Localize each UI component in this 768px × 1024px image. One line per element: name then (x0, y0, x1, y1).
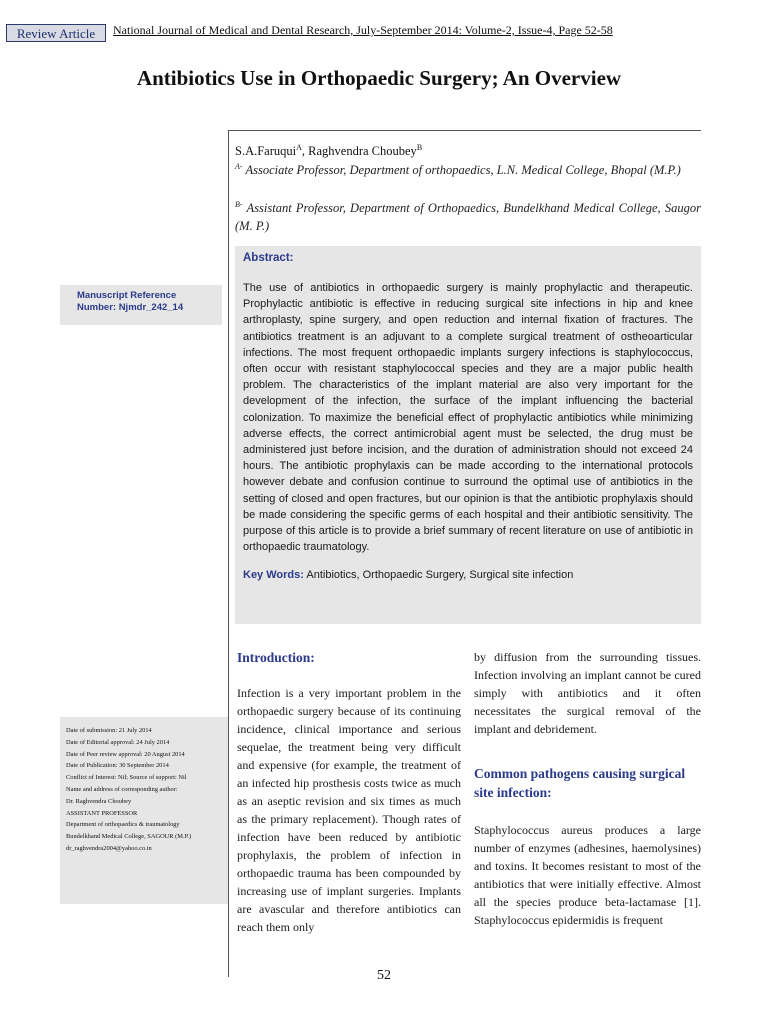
author-name: S.A.Faruqui (235, 144, 297, 159)
article-type-badge: Review Article (6, 24, 106, 42)
abstract-text: The use of antibiotics in orthopaedic surgery is mainly prophylactic and therapeutic. Prophylactic antibiotic is effective in reducing surgical site infections in hip and knee arthroplasty, spine surgery, and open reduction and internal fixation of fractures. The antibiotics treatment is an adjuvant to a complete surgical treatment of ostheoarticular infections. The most frequent orthopaedic implants surgery infections is staphylococcus, often occur with resistant staphylococcal species and they are a major public health problem. The characteristics of the implant material are also very important for the development of the infection, the surface of the implant influencing the bacterial colonization. To maximize the beneficial effect of prophylactic antibiotics while minimizing adverse effects, the correct antimicrobial agent must be selected, the drug must be administered just before incision, and the duration of administration should not exceed 24 hours. The antibiotic prophylaxis can be made according to the international protocols however debate and confusion continue to surround the optimal use of antibiotics in the setting of closed and open fractures, but our opinion is that the antibiotic prophylaxis should be made considering the specific germs of each hospital and their antibiotic sensitivity. The purpose of this article is to provide a brief summary of recent literature on use of antibiotic in orthopaedic traumatology. (243, 282, 693, 554)
column-divider-horizontal (228, 130, 701, 131)
info-line: Date of Peer review approval: 20 August 2014 (66, 750, 185, 758)
keywords (243, 569, 693, 581)
info-line: Conflict of Interest: Nil; Source of support: Nil (66, 774, 187, 782)
affiliation-text: Assistant Professor, Department of Orthopaedics, Bundelkhand Medical College, Saugor (M. P.) (235, 201, 701, 234)
paper-title: Antibiotics Use in Orthopaedic Surgery; An Overview (136, 66, 622, 90)
author-name: Raghvendra Choubey (308, 144, 417, 159)
info-line: Dr. Raghvendra Choubey (66, 797, 132, 805)
info-line: Bundelkhand Medical College, SAGOUR (M.P.) (66, 833, 192, 841)
page-number: 52 (377, 968, 391, 983)
author-list (235, 143, 422, 159)
section-body: Staphylococcus aureus produces a large number of enzymes (adhesines, haemolysines) and toxins. It becomes resistant to most of the antibiotics that were initially effective. Almost all the species produce beta-lactamase [1]. Staphylococcus epidermidis is frequent (474, 823, 701, 927)
right-column (474, 648, 701, 929)
section-heading: Introduction: (237, 650, 315, 665)
info-line: Department of orthopaedics & traumatology (66, 821, 180, 829)
author-separator: , (301, 144, 309, 159)
affiliation-text: Associate Professor, Department of orthopaedics, L.N. Medical College, Bhopal (M.P.) (242, 163, 681, 178)
info-line: Date of submission: 21 July 2014 (66, 727, 152, 734)
affiliation-mark: B- (235, 200, 243, 209)
abstract-box (235, 246, 701, 624)
affiliation-mark: A- (235, 162, 243, 171)
info-line: Date of Editorial approval: 24 July 2014 (66, 738, 170, 746)
info-line: Date of Publication: 30 September 2014 (66, 762, 169, 770)
affiliation (235, 158, 701, 179)
keywords-label: Key Words: (243, 569, 304, 582)
submission-info-box (60, 717, 228, 904)
info-line: Name and address of corresponding author: (66, 785, 178, 793)
author-mark: A (296, 143, 302, 152)
manuscript-label: Manuscript Reference (77, 290, 177, 301)
author-mark: B (416, 143, 423, 152)
affiliation (235, 196, 701, 235)
info-line: ASSISTANT PROFESSOR (66, 809, 138, 817)
journal-citation-link[interactable]: National Journal of Medical and Dental Research, July-September 2014: Volume-2, Issue-4, Page 52-58 (113, 23, 613, 37)
keywords-text: Antibiotics, Orthopaedic Surgery, Surgical site infection (303, 569, 574, 582)
corresponding-email[interactable]: dr_raghvendra2004@yahoo.co.in (66, 844, 152, 852)
abstract-heading: Abstract: (243, 252, 294, 264)
section-body: Infection is a very important problem in the orthopaedic surgery because of its continuing incidence, clinical importance and serious sequelae, the treatment being very difficult and expensive (for example, the treatment of an infected hip prosthesis costs twice as much as an aseptic revision and six times as much as the primary replacement). Though rates of infection have been reduced by antibiotic prophylaxis, the problem of infection in orthopaedic trauma has been compounded by increasing use of implant surgeries. Implants are avascular and therefore antibiotics can reach them only (237, 686, 461, 934)
intro-section (237, 648, 461, 936)
manuscript-number: Number: Njmdr_242_14 (77, 302, 184, 313)
section-heading: Common pathogens causing surgical site infection: (474, 766, 686, 800)
section-body: by diffusion from the surrounding tissues. Infection involving an implant cannot be cured simply with antibiotics and it often necessitates the surgical removal of the implant and debridement. (474, 650, 701, 736)
manuscript-reference (60, 285, 222, 325)
column-divider-vertical (228, 130, 229, 977)
